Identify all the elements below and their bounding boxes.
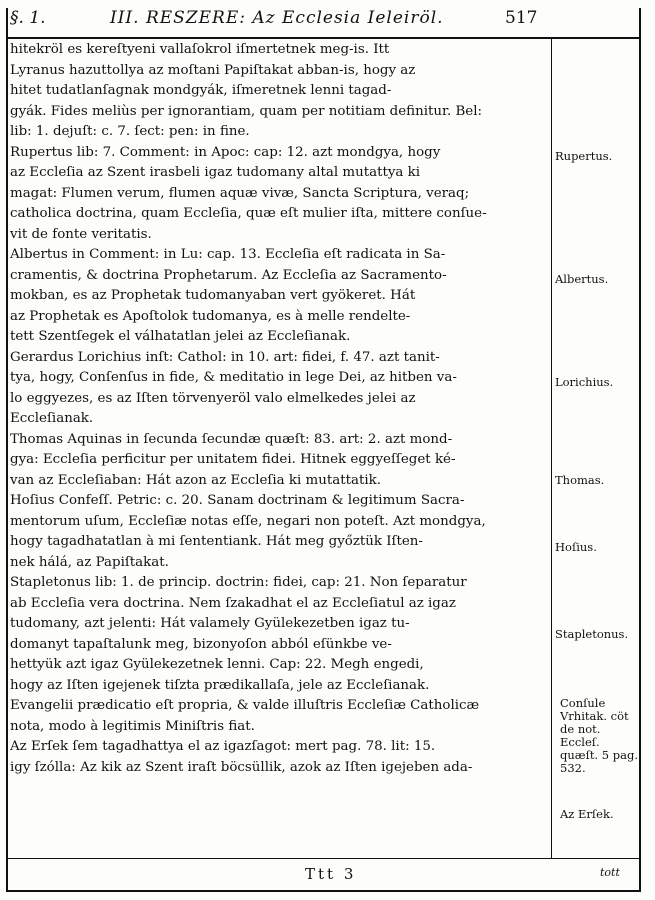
signature-mark: Ttt 3 <box>305 865 357 883</box>
text-line: Rupertus lib: 7. Comment: in Apoc: cap: 12. azt mondgya, hogy <box>10 144 441 160</box>
text-line: lo eggyezes, es az Iſten törvenyeröl valo elmelkedes jelei az <box>10 390 416 406</box>
running-title: III. RESZERE: Az Ecclesia Ieleiröl. <box>110 8 444 28</box>
text-line: vit de fonte veritatis. <box>10 226 152 242</box>
text-line: az Eccleſia az Szent irasbeli igaz tudomany altal mutattya ki <box>10 165 421 180</box>
text-line: Gerardus Lorichius inſt: Cathol: in 10. art: fidei, f. 47. azt tanit- <box>10 349 440 365</box>
text-line: hogy az Iſten igejenek tiſzta prædikallaſa, jele az Eccleſianak. <box>10 677 430 693</box>
text-line: domanyt tapaſtalunk meg, bizonyoſon abból eſünkbe ve- <box>10 636 392 652</box>
text-line: nek hálá, az Papiſtakat. <box>10 554 169 570</box>
text-line: tya, hogy, Conſenſus in fide, & meditatio in lege Dei, az hitben va- <box>10 370 457 385</box>
text-line: Az Erſek ſem tagadhattya el az igazſagot: mert pag. 78. lit: 15. <box>10 739 436 754</box>
text-line: Stapletonus lib: 1. de princip. doctrin: fidei, cap: 21. Non ſeparatur <box>10 575 467 590</box>
text-line: tett Szentſegek el válhatatlan jelei az Eccleſianak. <box>10 329 351 344</box>
text-line: hettyük azt igaz Gyülekezetnek lenni. Cap: 22. Megh engedi, <box>10 657 424 672</box>
text-line: hitekröl es kereſtyeni vallaſokrol iſmertetnek meg-is. Itt <box>10 42 390 57</box>
text-line: gyák. Fides meliùs per ignorantiam, quam per notitiam definitur. Bel: <box>10 103 483 119</box>
text-line: cramentis, & doctrina Prophetarum. Az Eccleſia az Sacramento- <box>10 267 447 283</box>
text-line: igy ſzólla: Az kik az Szent iraſt böcsüllik, azok az Iſten igejeben ada- <box>10 759 473 775</box>
margin-note-thomas: Thomas. <box>555 474 605 487</box>
text-line: mentorum uſum, Eccleſiæ notas eſſe, negari non poteſt. Azt mondgya, <box>10 513 486 529</box>
text-line: Albertus in Comment: in Lu: cap. 13. Eccleſia eſt radicata in Sa- <box>10 247 446 262</box>
margin-note-consule: Conſule Vrhitak. cöt de not. Eccleſ. quæſt. 5 pag. 532. <box>560 697 638 775</box>
text-line: ab Eccleſia vera doctrina. Nem ſzakadhat el az Eccleſiatul az igaz <box>10 595 456 611</box>
margin-note-albertus: Albertus. <box>555 273 609 286</box>
margin-note-stapletonus: Stapletonus. <box>555 628 629 641</box>
text-line: hitet tudatlanſagnak mondgyák, iſmeretnek lenni tagad- <box>10 83 392 98</box>
text-line: nota, modo à legitimis Miniſtris fiat. <box>10 718 255 734</box>
text-line: catholica doctrina, quam Eccleſia, quæ eſt mulier iſta, mittere conſue- <box>10 206 487 221</box>
text-line: Eccleſianak. <box>10 411 94 426</box>
text-line: lib: 1. dejuſt: c. 7. ſect: pen: in fine. <box>10 124 250 139</box>
text-line: tudomany, azt jelenti: Hát valamely Gyülekezetben igaz tu- <box>10 616 410 631</box>
catchword: tott <box>600 866 620 879</box>
text-line: gya: Eccleſia perficitur per unitatem fidei. Hitnek eggyeſſeget ké- <box>10 452 456 467</box>
text-line: van az Eccleſiaban: Hát azon az Eccleſia ki mutattatik. <box>10 472 382 488</box>
text-line: hogy tagadhatatlan à mi ſententiank. Hát meg győztük Iſten- <box>10 534 423 549</box>
text-line: magat: Flumen verum, flumen aquæ vivæ, Sancta Scriptura, veraq; <box>10 185 470 201</box>
margin-rule <box>551 38 552 858</box>
margin-note-lorichius: Lorichius. <box>555 376 614 389</box>
margin-note-hosius: Hoſius. <box>555 541 597 554</box>
section-mark: §. 1. <box>10 8 46 28</box>
footer-rule <box>6 858 641 859</box>
text-line: Evangelii prædicatio eſt propria, & valde illuſtris Eccleſiæ Catholicæ <box>10 698 480 713</box>
text-line: Hoſius Confeſſ. Petric: c. 20. Sanam doctrinam & legitimum Sacra- <box>10 493 465 508</box>
text-line: mokban, es az Prophetak tudomanyaban vert gyökeret. Hát <box>10 288 416 303</box>
text-line: Lyranus hazuttollya az moſtani Papiſtakat abban-is, hogy az <box>10 62 416 78</box>
body-text <box>10 40 550 778</box>
text-line: Thomas Aquinas in ſecunda ſecundæ quæſt: 83. art: 2. azt mond- <box>10 431 453 447</box>
header-rule <box>6 37 641 39</box>
margin-note-rupertus: Rupertus. <box>555 150 613 163</box>
margin-note-ersek: Az Erſek. <box>560 808 614 821</box>
page-number: 517 <box>505 8 538 28</box>
text-line: az Prophetak es Apoſtolok tudomanya, es à melle rendelte- <box>10 308 411 324</box>
